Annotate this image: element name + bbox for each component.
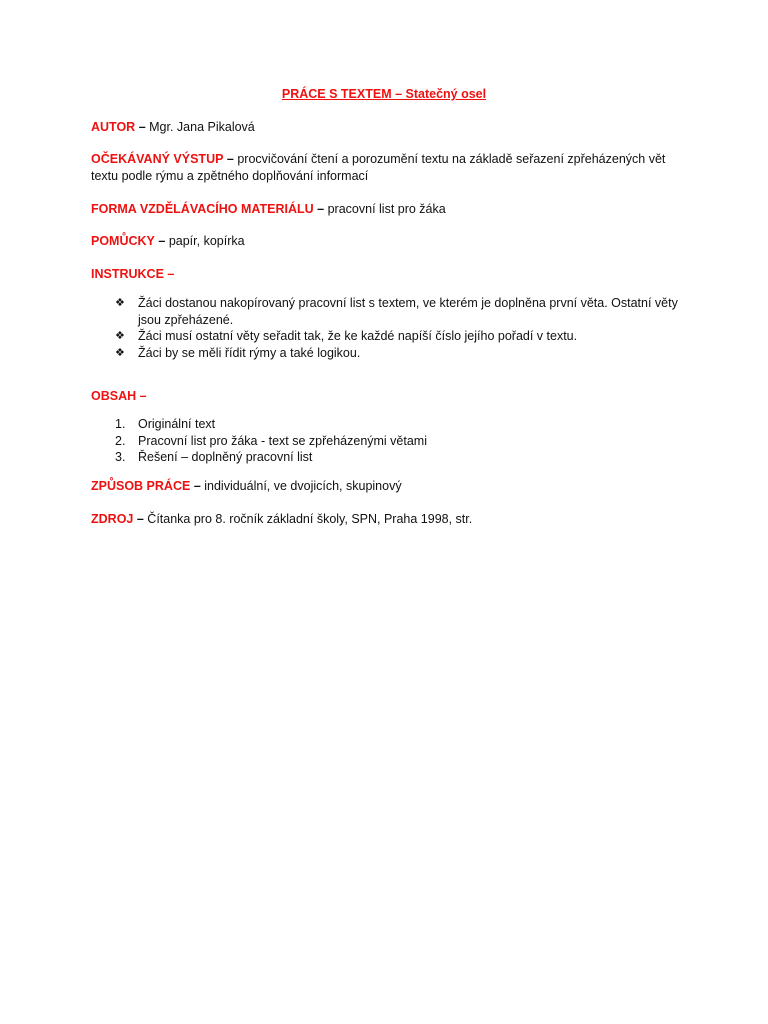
field-label: POMŮCKY [91, 234, 155, 248]
field-label: OBSAH [91, 389, 137, 403]
dash: – [139, 389, 147, 403]
list-item [115, 433, 675, 450]
list-item-text: Žáci dostanou nakopírovaný pracovní list s textem, ve kterém je doplněna první věta. Ostatní věty jsou zpřeházené. [138, 296, 678, 327]
instructions-list [115, 295, 695, 361]
list-number: 2. [115, 433, 126, 448]
field-label: FORMA VZDĚLÁVACÍHO MATERIÁLU [91, 202, 314, 216]
dash: – [317, 202, 325, 216]
diamond-bullet-icon: ❖ [115, 297, 125, 309]
field-tools [91, 233, 691, 250]
dash: – [158, 234, 166, 248]
field-label: AUTOR [91, 120, 136, 134]
field-value: Mgr. Jana Pikalová [149, 120, 255, 134]
field-label: INSTRUKCE [91, 267, 164, 281]
field-expected-output [91, 151, 691, 185]
diamond-bullet-icon: ❖ [115, 330, 125, 342]
list-item-text: Pracovní list pro žáka - text se zpřeházenými větami [138, 433, 428, 448]
field-label: OČEKÁVANÝ VÝSTUP [91, 152, 224, 166]
list-item-text: Žáci musí ostatní věty seřadit tak, že ke každé napíší číslo jejího pořadí v textu. [138, 329, 578, 343]
dash: – [167, 267, 175, 281]
list-item [115, 295, 695, 328]
field-value: individuální, ve dvojicích, skupinový [204, 479, 402, 493]
list-number: 1. [115, 417, 126, 431]
field-value: pracovní list pro žáka [327, 202, 446, 216]
list-number: 3. [115, 450, 126, 464]
dash: – [193, 479, 201, 493]
field-material-form [91, 201, 691, 218]
field-source [91, 511, 691, 528]
field-author [91, 119, 691, 136]
dash: – [136, 512, 144, 526]
field-instructions [91, 266, 691, 283]
diamond-bullet-icon: ❖ [115, 346, 125, 359]
dash: – [226, 152, 234, 166]
field-value: procvičování čtení a porozumění textu na základě seřazení zpřeházených vět textu podle rýmu a zpětného doplňování informací [91, 152, 666, 183]
field-work-method [91, 478, 691, 495]
dash: – [138, 120, 146, 134]
list-item-text: Žáci by se měli řídit rýmy a také logikou. [138, 345, 361, 360]
list-item-text: Řešení – doplněný pracovní list [138, 450, 313, 464]
contents-list [115, 416, 675, 466]
list-item-text: Originální text [138, 417, 216, 431]
field-contents [91, 388, 691, 405]
field-value: papír, kopírka [168, 234, 245, 248]
list-item [115, 449, 675, 466]
list-item [115, 345, 695, 362]
field-label: ZDROJ [91, 512, 134, 526]
field-value: Čítanka pro 8. ročník základní školy, SPN, Praha 1998, str. [147, 512, 473, 526]
list-item [115, 328, 695, 345]
list-item [115, 416, 675, 433]
document-title: PRÁCE S TEXTEM – Statečný osel [281, 87, 487, 101]
field-label: ZPŮSOB PRÁCE [91, 479, 191, 493]
